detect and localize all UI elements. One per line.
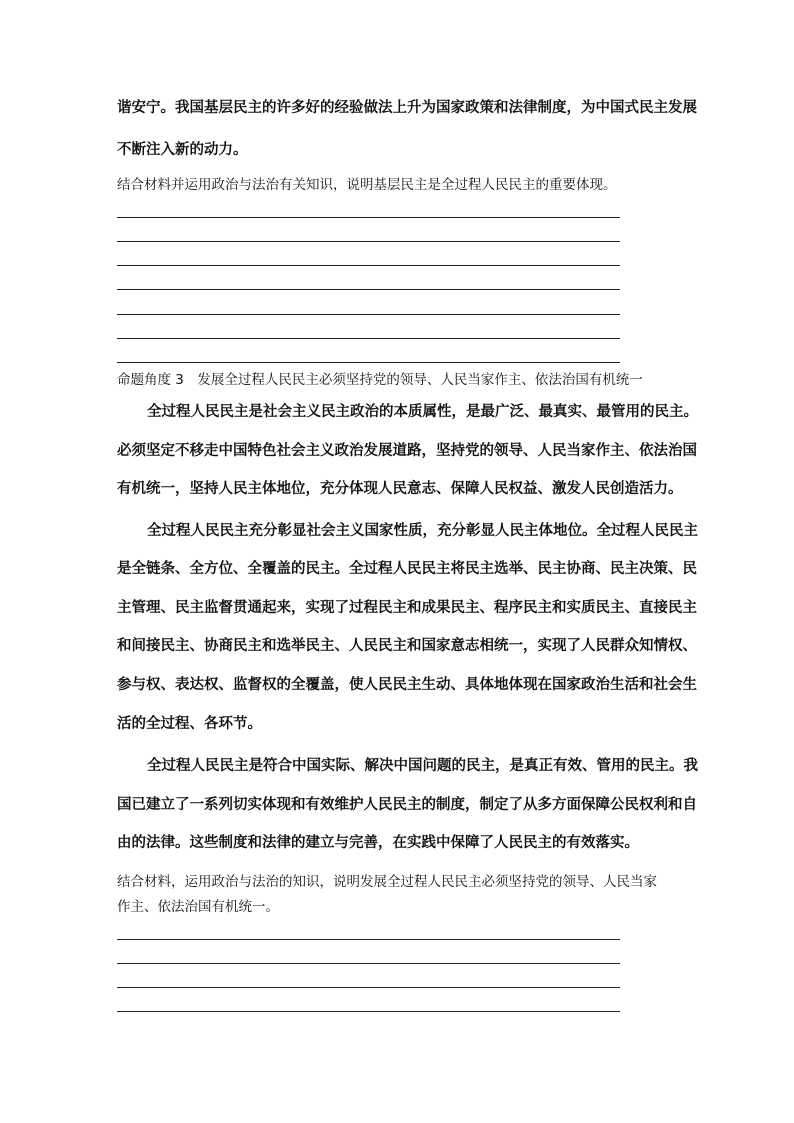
answer-line[interactable] [117,1011,620,1012]
paragraph-line: 活的全过程、各环节。 [117,715,262,732]
answer-line[interactable] [117,265,620,266]
paragraph-line: 和间接民主、协商民主和选举民主、人民民主和国家意志相统一，实现了人民群众知情权、 [117,637,697,654]
paragraph-line: 主管理、民主监督贯通起来，实现了过程民主和成果民主、程序民主和实质民主、直接民主 [117,599,697,616]
question-text: 结合材料，运用政治与法治的知识，说明发展全过程人民民主必须坚持党的领导、人民当家 [117,874,657,890]
question-text: 结合材料并运用政治与法治有关知识，说明基层民主是全过程人民民主的重要体现。 [117,177,617,193]
answer-line[interactable] [117,987,620,988]
answer-line[interactable] [117,362,620,363]
question-text: 作主、依法治国有机统一。 [117,899,279,915]
paragraph-line: 全过程人民民主是符合中国实际、解决中国问题的民主，是真正有效、管用的民主。我 [147,757,698,774]
paragraph-line: 有机统一，坚持人民主体地位，充分体现人民意志、保障人民权益、激发人民创造活力。 [117,480,683,497]
paragraph-line: 谐安宁。我国基层民主的许多好的经验做法上升为国家政策和法律制度，为中国式民主发展 [117,99,697,116]
paragraph-line: 全过程人民民主是社会主义民主政治的本质属性，是最广泛、最真实、最管用的民主。 [147,403,698,420]
answer-line[interactable] [117,314,620,315]
answer-line[interactable] [117,939,620,940]
section-heading: 命题角度 3 发展全过程人民民主必须坚持党的领导、人民当家作主、依法治国有机统一 [117,372,643,388]
paragraph-line: 全过程人民民主充分彰显社会主义国家性质，充分彰显人民主体地位。全过程人民民主 [147,522,698,539]
answer-line[interactable] [117,338,620,339]
paragraph-line: 由的法律。这些制度和法律的建立与完善，在实践中保障了人民民主的有效落实。 [117,834,639,851]
paragraph-line: 参与权、表达权、监督权的全覆盖，使人民民主生动、具体地体现在国家政治生活和社会生 [117,676,697,693]
paragraph-line: 是全链条、全方位、全覆盖的民主。全过程人民民主将民主选举、民主协商、民主决策、民 [117,560,697,577]
paragraph-line: 国已建立了一系列切实体现和有效维护人民民主的制度，制定了从多方面保障公民权利和自 [117,796,697,813]
paragraph-line: 必须坚定不移走中国特色社会主义政治发展道路，坚持党的领导、人民当家作主、依法治国 [117,442,697,459]
paragraph-line: 不断注入新的动力。 [117,141,248,158]
answer-line[interactable] [117,241,620,242]
answer-line[interactable] [117,217,620,218]
answer-line[interactable] [117,289,620,290]
answer-line[interactable] [117,963,620,964]
